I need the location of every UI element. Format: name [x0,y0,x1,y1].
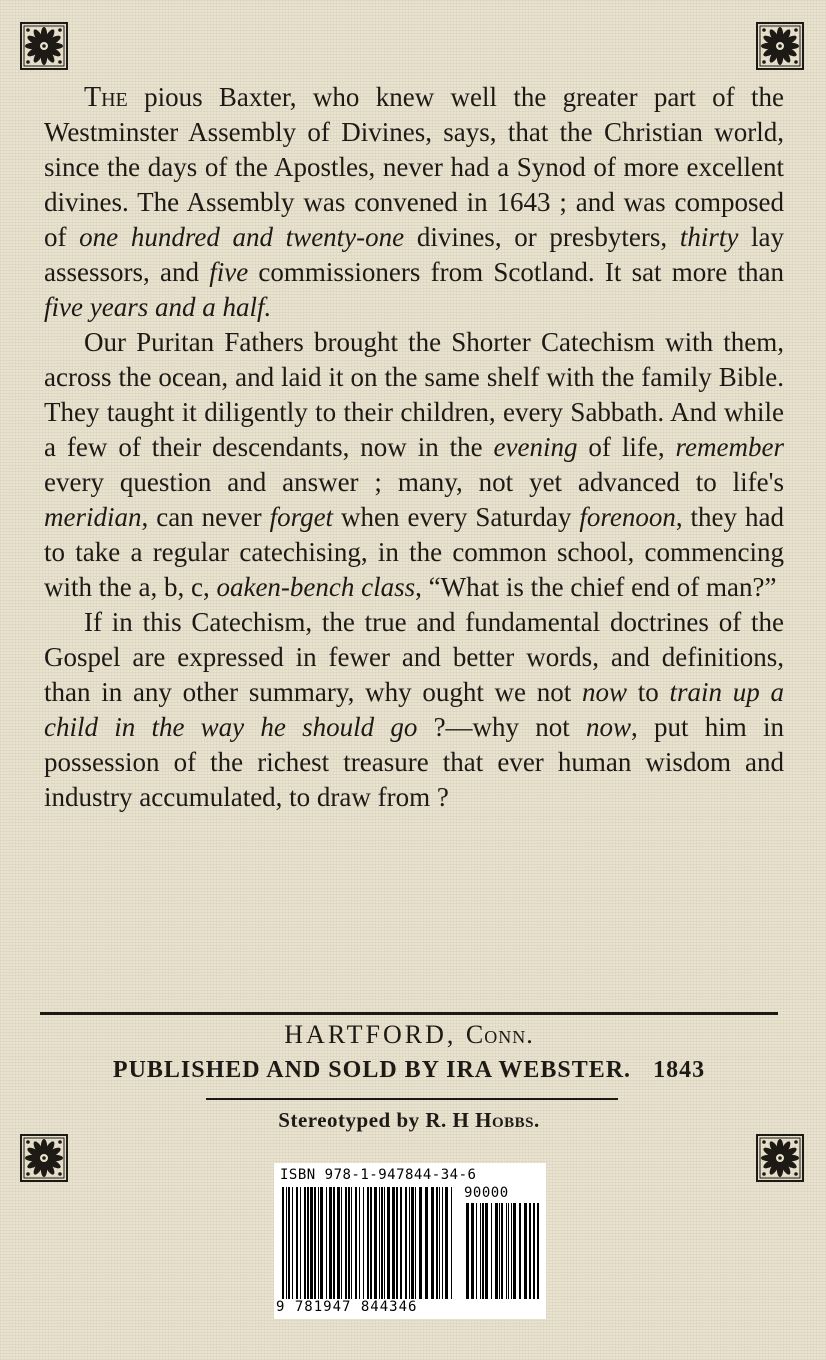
barcode-bar [318,1187,319,1299]
barcode-bar [355,1187,357,1299]
barcode-bar [511,1203,512,1299]
barcode-bar [451,1187,452,1299]
text-run: If in this Catechism, the true and fundamental doctrines of the Gospel are expressed in fewer and better words, and definitions, than in any other summary, why ought we not [44,607,784,707]
barcode-bar [415,1187,416,1299]
imprint-stereotyped [40,1108,778,1133]
barcode-bar [491,1203,492,1299]
barcode-bar [304,1187,306,1299]
barcode-bar [296,1187,298,1299]
barcode-bar [476,1203,477,1299]
imprint-publisher [40,1057,778,1084]
barcode-bar [351,1187,352,1299]
barcode-bar [508,1203,509,1299]
barcode-bar [396,1187,398,1299]
barcode-bar [374,1187,377,1299]
paragraph-2 [44,325,784,605]
barcode-bar [392,1187,395,1299]
italic-run: train up a child in the way he should go [44,677,784,742]
barcode-bar [367,1187,369,1299]
barcode-bar [405,1187,407,1299]
text-run: to [627,677,670,707]
barcode-bar [379,1187,380,1299]
stereotyper-name: Hobbs. [475,1108,540,1132]
text-run: ?—why not [417,712,587,742]
isbn-barcode [274,1163,546,1319]
barcode-bar [471,1203,474,1299]
text-run: divines, or presbyters, [404,222,680,252]
ornament-rosette-icon [20,22,68,70]
italic-run: five [209,257,249,287]
barcode-bar [329,1187,332,1299]
publisher-line: PUBLISHED AND SOLD BY IRA WEBSTER. [112,1057,632,1083]
ornament-rosette-icon [756,22,804,70]
barcode-bar [387,1187,390,1299]
text-run: , “What is the chief end of man?” [415,572,777,602]
lead-caps: The [84,82,128,113]
barcode-bar [381,1187,383,1299]
barcode-bar [419,1187,422,1299]
text-run: of life, [577,432,676,462]
barcode-bar [445,1187,448,1299]
text-run: commissioners from Scotland. It sat more than [248,257,784,287]
ornament-rosette-icon [756,1134,804,1182]
barcode-bar [466,1203,469,1299]
barcode-bar [480,1203,481,1299]
ornament-rosette-icon [20,1134,68,1182]
barcode-bar [359,1187,360,1299]
barcode-bar [513,1203,516,1299]
barcode-bar [499,1203,500,1299]
barcode-bar [282,1187,284,1299]
barcode-bar [314,1187,316,1299]
imprint-city [40,1020,778,1050]
barcode-bar [533,1203,535,1299]
barcode-bar [400,1187,402,1299]
barcode-bar [345,1187,347,1299]
text-run: every question and answer ; many, not yet advanced to life's [44,467,784,497]
price-code: 90000 [464,1185,509,1201]
barcode-bar [337,1187,340,1299]
barcode-digits: 9 781947 844346 [276,1299,418,1315]
text-run: Our Puritan Fathers brought the Shorter Catechism with them, across the ocean, and laid it on the same shelf with the family Bible. They taught it diligently to their children, every Sabbath. And while a few of their descendants, now in the [44,327,784,462]
text-run: , can never [141,502,270,532]
barcode-bar [320,1187,323,1299]
stereotyped-prefix: Stereotyped by R. H [278,1108,470,1132]
barcode-bar [348,1187,350,1299]
city-name: HARTFORD, [284,1020,457,1049]
italic-run: thirty [679,222,739,252]
barcode-bar [409,1187,410,1299]
barcode-bar [411,1187,414,1299]
italic-run: one hundred and twenty-one [79,222,405,252]
italic-run: forget [269,502,334,532]
barcode-bar [326,1187,327,1299]
barcode-bar [310,1187,313,1299]
paragraph-3 [44,605,784,815]
barcode-bar [363,1187,364,1299]
barcode-bar [292,1187,293,1299]
italic-run: now [586,712,632,742]
barcode-bar [436,1187,438,1299]
barcode-bar [482,1203,484,1299]
italic-run: evening [493,432,578,462]
text-run: when every Saturday [333,502,580,532]
italic-run: forenoon [579,502,676,532]
italic-run: oaken-bench class [216,572,416,602]
barcode-bar [506,1203,507,1299]
barcode-bar [524,1203,527,1299]
barcode-bar [431,1187,434,1299]
text-run: , put him in possession of the richest treasure that ever human wisdom and industry accumulated, to draw from ? [44,712,784,812]
italic-run: meridian [44,502,142,532]
italic-run: remember [675,432,784,462]
barcode-bar [286,1187,287,1299]
isbn-label: ISBN 978-1-947844-34-6 [280,1167,477,1183]
paragraph-1 [44,80,784,325]
barcode-bars-main [280,1187,456,1299]
barcode-bar [384,1187,385,1299]
barcode-bar [333,1187,335,1299]
barcode-bar [537,1203,539,1299]
barcode-bar [519,1203,521,1299]
barcode-bar [485,1203,488,1299]
barcode-bar [341,1187,342,1299]
barcode-bar [495,1203,498,1299]
body-text [44,80,784,815]
italic-run: now [582,677,628,707]
barcode-bar [425,1187,428,1299]
state-name: Conn. [465,1020,534,1049]
italic-run: five years and a half. [44,292,272,322]
barcode-bar [529,1203,531,1299]
text-run: lay assessors, and [44,222,784,287]
barcode-bar [300,1187,301,1299]
divider-rule-short [206,1098,618,1100]
barcode-bar [370,1187,372,1299]
publication-year: 1843 [653,1057,706,1083]
text-run: , they had to take a regular catechising, in the common school, commencing with the a, b, c, [44,502,784,602]
barcode-bar [439,1187,440,1299]
divider-rule [40,1012,778,1015]
barcode-bar [288,1187,290,1299]
barcode-bar [442,1187,443,1299]
barcode-bars-price [464,1203,540,1299]
text-run: pious Baxter, who knew well the greater part of the Westminster Assembly of Divines, says, that the Christian world, since the days of the Apostles, never had a Synod of more excellent divines. The Assembly was convened in 1643 ; and was composed of [44,82,784,252]
barcode-bar [307,1187,309,1299]
barcode-bar [501,1203,503,1299]
